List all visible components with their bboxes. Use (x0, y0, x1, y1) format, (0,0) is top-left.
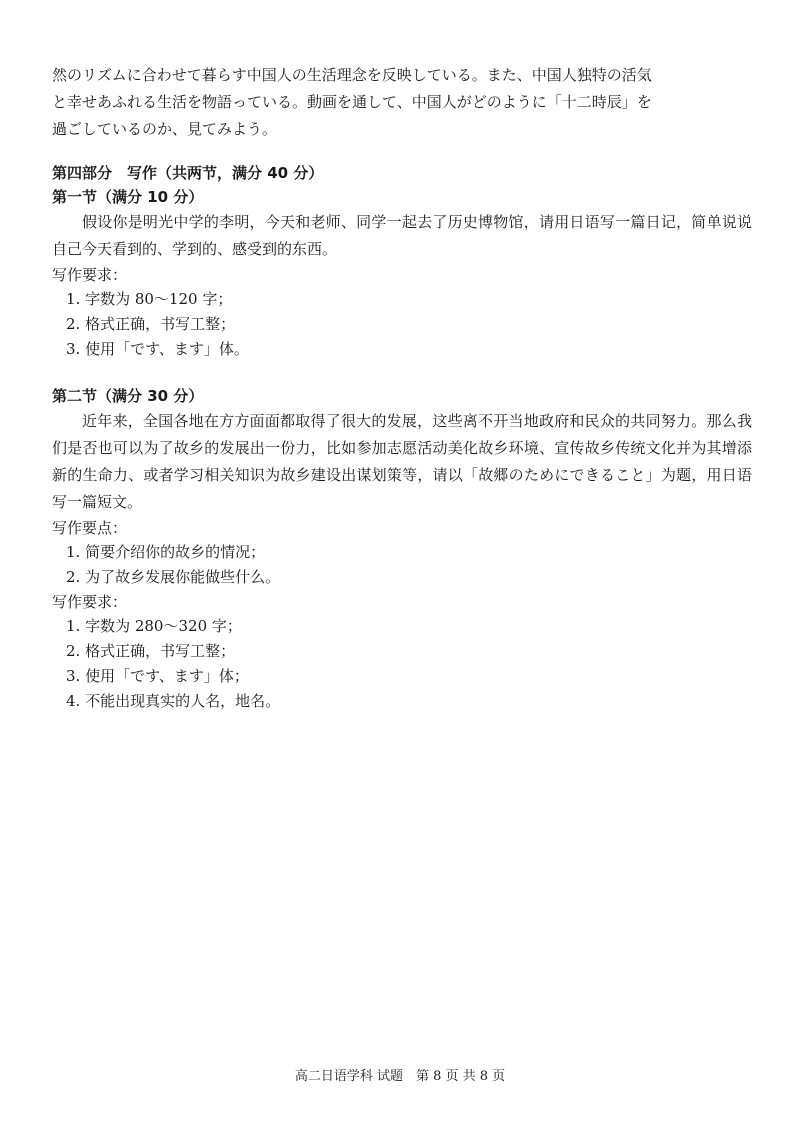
intro-line-3: 過ごしているのか、見てみよう。 (52, 120, 278, 138)
list-item: 1. 字数为 280～320 字； (66, 617, 242, 635)
section1-prompt: 假设你是明光中学的李明，今天和老师、同学一起去了历史博物馆，请用日语写一篇日记，简单说说自己今天看到的、学到的、感受到的东西。 (52, 213, 752, 258)
section2-requirements-list (52, 614, 752, 714)
section2-prompt: 近年来，全国各地在方方面面都取得了很大的发展，这些离不开当地政府和民众的共同努力。那么我们是否也可以为了故乡的发展出一份力，比如参加志愿活动美化故乡环境、宣传故乡传统文化并为其增添新的生命力、或者学习相关知识为故乡建设出谋划策等，请以「故郷のためにできること」为题，用日语写一篇短文。 (52, 412, 752, 511)
exam-page (52, 62, 752, 714)
section2-points-list (52, 540, 752, 590)
intro-line-1: 然のリズムに合わせて暮らす中国人の生活理念を反映している。また、中国人独特の活気 (52, 66, 652, 84)
section2-title: 第二节（满分 30 分） (52, 387, 204, 405)
list-item: 1. 字数为 80～120 字； (66, 290, 233, 308)
part4-title: 第四部分 写作（共两节，满分 40 分） (52, 164, 324, 182)
section2-requirements-label: 写作要求： (52, 593, 128, 611)
list-item: 2. 格式正确，书写工整； (66, 642, 236, 660)
list-item: 2. 格式正确，书写工整； (66, 315, 236, 333)
section1-requirements-label: 写作要求： (52, 266, 128, 284)
intro-paragraph (52, 62, 752, 143)
intro-line-2: と幸せあふれる生活を物語っている。動画を通して、中国人がどのように「十二時辰」を (52, 93, 652, 111)
section1-requirements-list (52, 287, 752, 362)
list-item: 4. 不能出现真实的人名，地名。 (66, 692, 281, 710)
list-item: 1. 简要介绍你的故乡的情况； (66, 543, 266, 561)
section2-points-label: 写作要点： (52, 519, 128, 537)
list-item: 2. 为了故乡发展你能做些什么。 (66, 568, 281, 586)
list-item: 3. 使用「です、ます」体。 (66, 340, 249, 358)
section1-title: 第一节（满分 10 分） (52, 188, 204, 206)
list-item: 3. 使用「です、ます」体； (66, 667, 249, 685)
page-footer: 高二日语学科 试题 第 8 页 共 8 页 (294, 1069, 506, 1084)
